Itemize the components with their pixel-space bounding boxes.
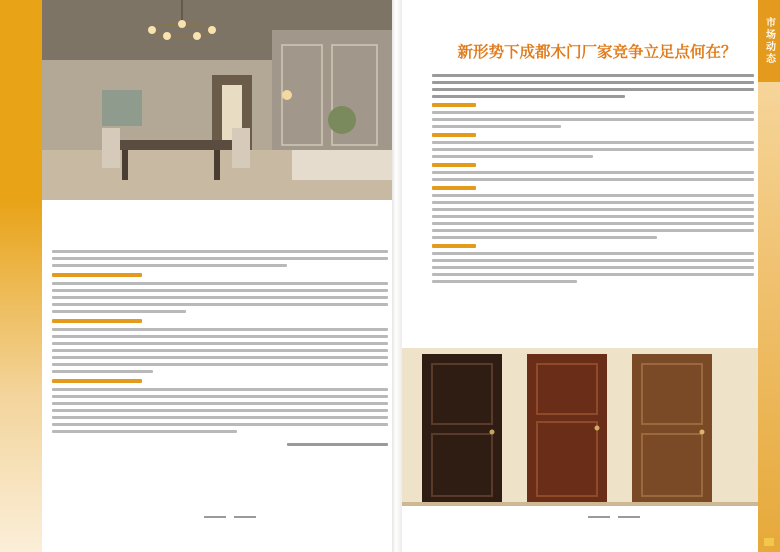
right-article-title: 新形势下成都木门厂家竞争立足点何在？ <box>457 43 737 61</box>
spread-gutter <box>392 0 402 552</box>
right-page <box>402 0 780 552</box>
wooden-doors-photo-icon <box>402 348 758 506</box>
right-subheading-5 <box>432 244 476 248</box>
right-accent-strip <box>758 82 780 552</box>
right-subheading-2 <box>432 133 476 137</box>
section-tab <box>758 0 780 82</box>
left-page-number <box>200 513 260 521</box>
left-subheading-1 <box>52 273 142 277</box>
right-subheading-3 <box>432 163 476 167</box>
right-page-number <box>584 513 644 521</box>
left-accent-strip <box>0 0 42 552</box>
section-label: 市场动态 <box>763 17 775 65</box>
corner-mark <box>764 538 774 546</box>
right-article-body <box>432 74 754 287</box>
left-subheading-3 <box>52 379 142 383</box>
right-subheading-4 <box>432 186 476 190</box>
left-article-headline <box>42 214 392 240</box>
left-subheading-2 <box>52 319 142 323</box>
right-subheading-1 <box>432 103 476 107</box>
interior-photo-icon <box>42 0 392 200</box>
left-article-body <box>52 250 388 450</box>
